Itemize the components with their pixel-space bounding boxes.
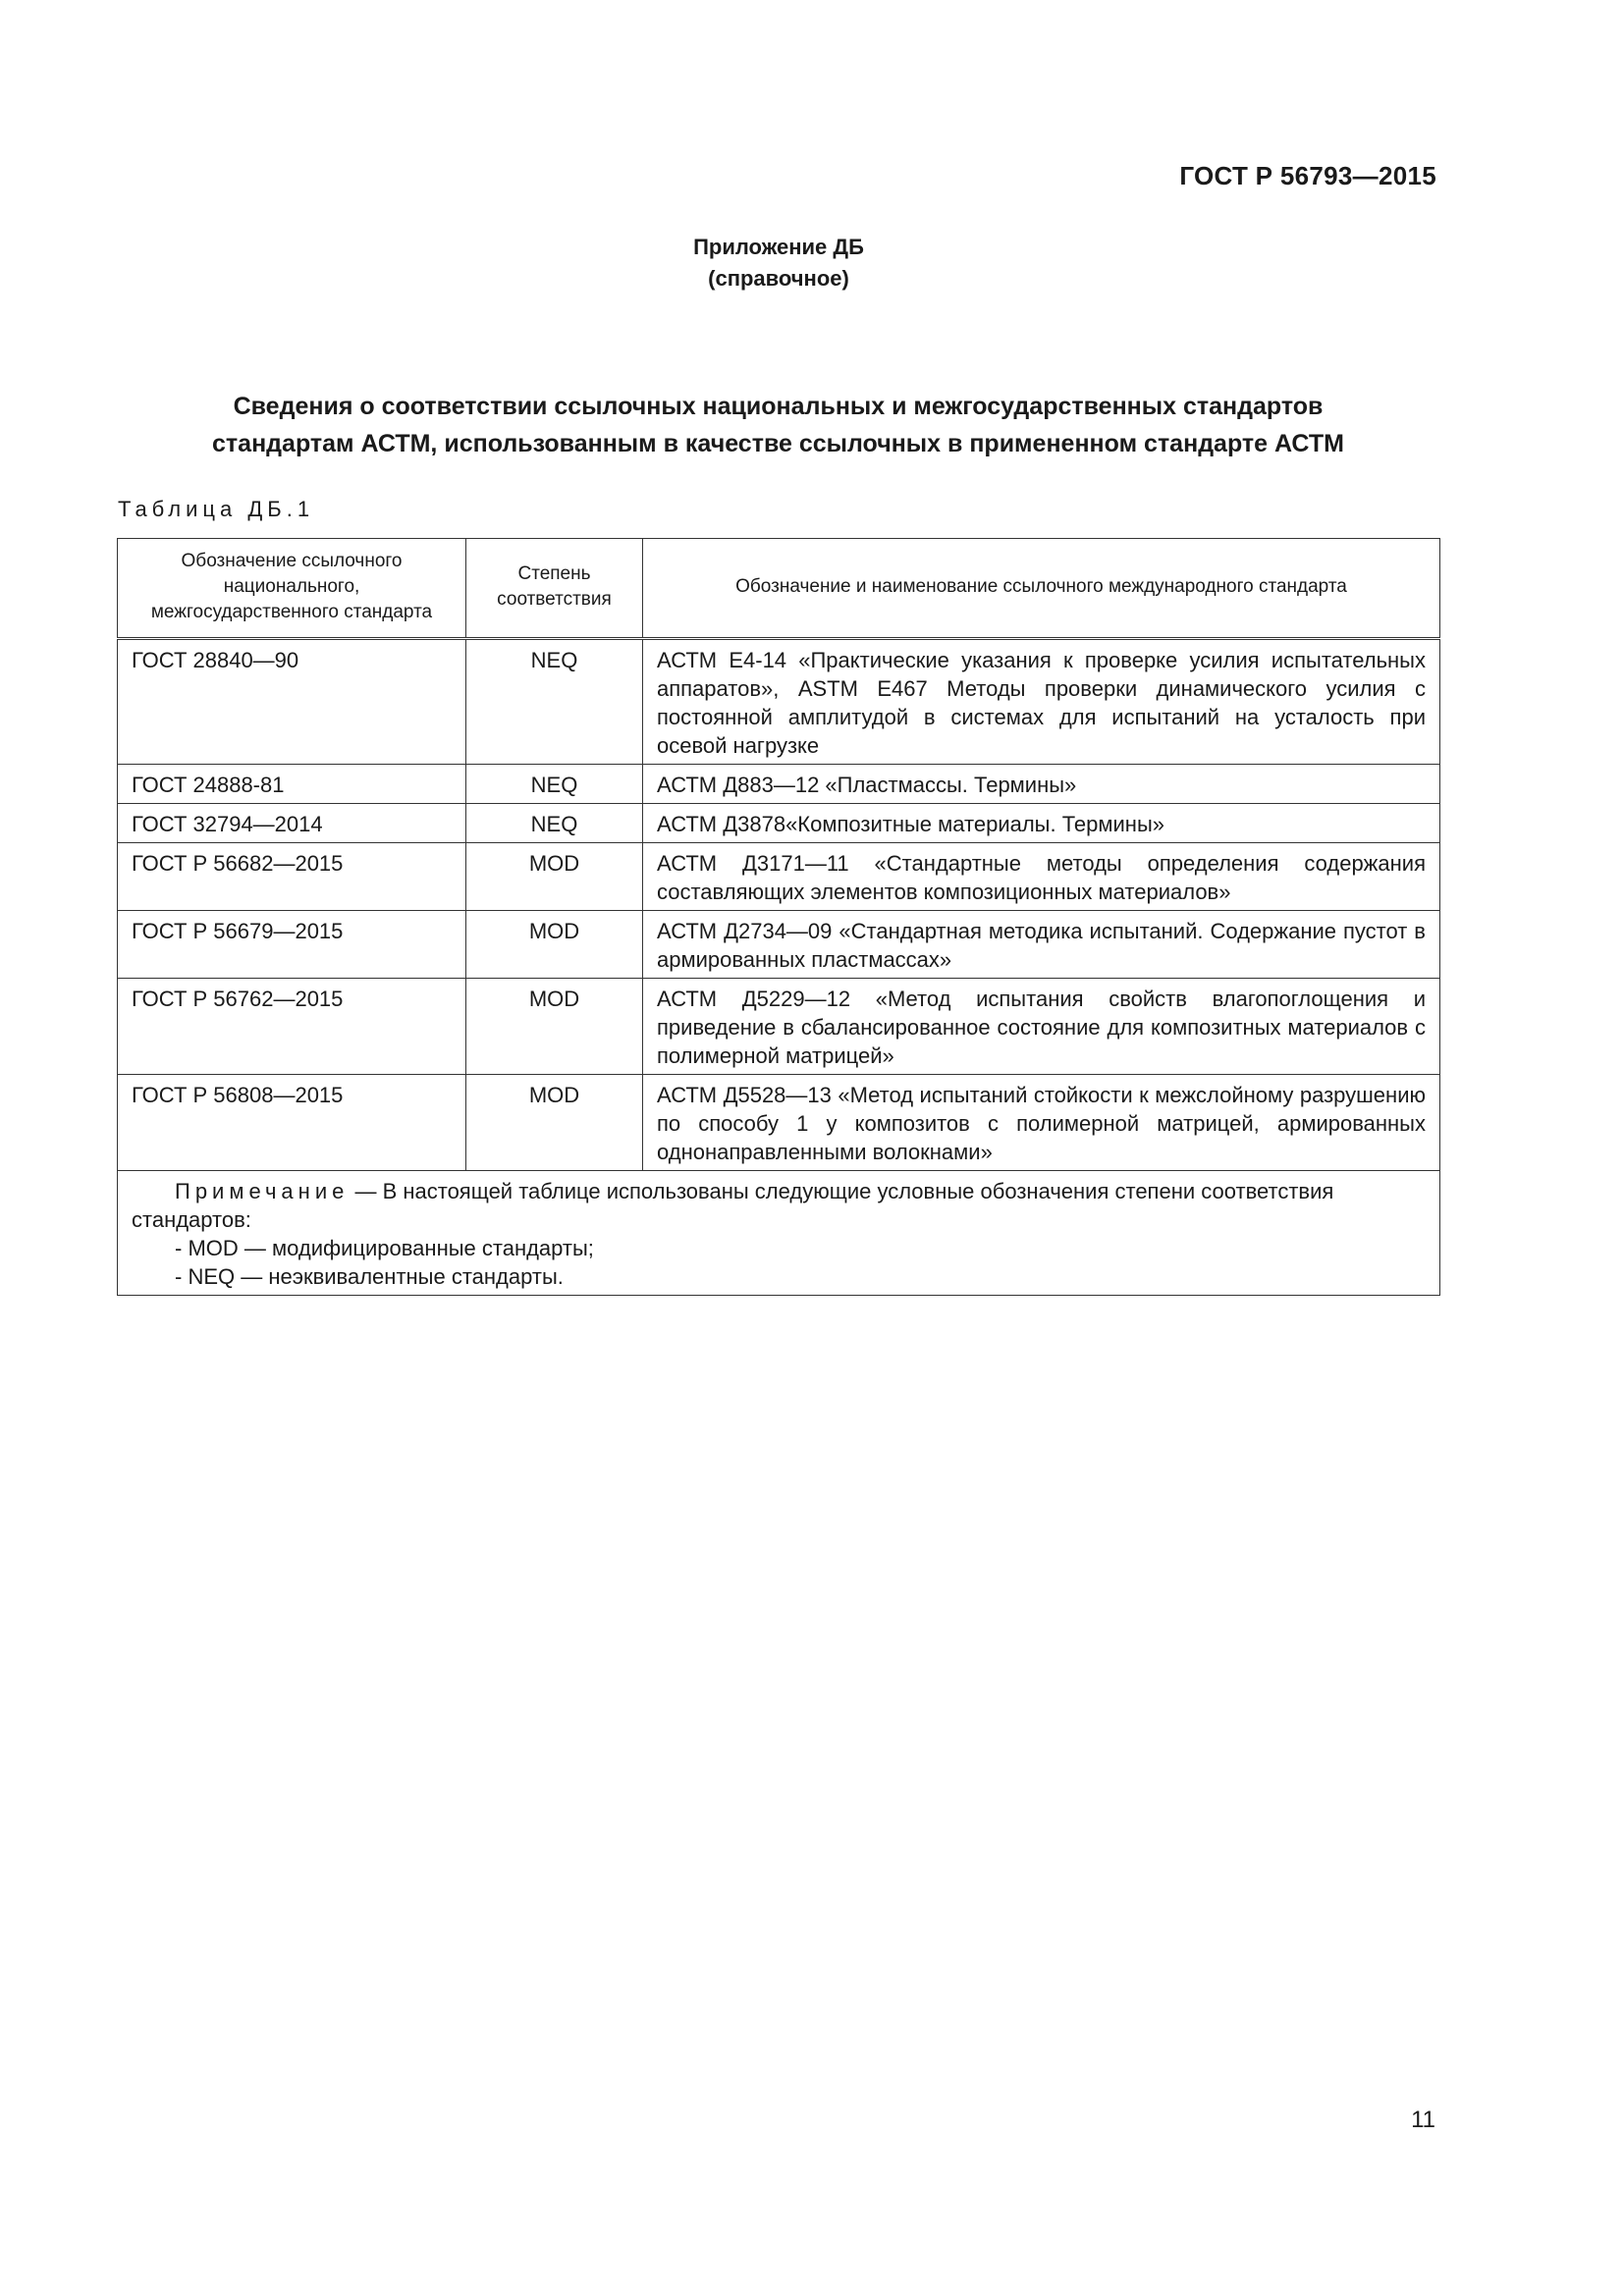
table-row	[118, 765, 1440, 804]
cell-reference: АСТМ Д3878«Композитные материалы. Термины»	[643, 804, 1440, 843]
table-row	[118, 1075, 1440, 1171]
cell-degree: NEQ	[466, 804, 643, 843]
note-item-neq: - NEQ — неэквивалентные стандарты.	[175, 1264, 564, 1289]
table-label: Таблица ДБ.1	[118, 497, 315, 521]
annex-title-line-2: стандартам АСТМ, использованным в качестве ссылочных в примененном стандарте АСТМ	[212, 430, 1344, 457]
cell-degree: MOD	[466, 1075, 643, 1171]
table-row	[118, 979, 1440, 1075]
page-number: 11	[1411, 2107, 1435, 2133]
column-header-standard: Обозначение ссылочного национального, межгосударственного стандарта	[118, 539, 466, 639]
note-paragraph	[132, 1177, 1426, 1234]
cell-reference: АСТМ Д3171—11 «Стандартные методы определения содержания составляющих элементов композиционных материалов»	[643, 843, 1440, 911]
column-header-degree: Степень соответствия	[466, 539, 643, 639]
annex-title	[118, 388, 1438, 462]
annex-name: Приложение ДБ	[693, 235, 864, 259]
annex-title-line-1: Сведения о соответствии ссылочных национальных и межгосударственных стандартов	[233, 393, 1324, 420]
correspondence-table	[117, 538, 1440, 1296]
cell-degree: NEQ	[466, 639, 643, 765]
table-row	[118, 911, 1440, 979]
cell-standard: ГОСТ Р 56682—2015	[118, 843, 466, 911]
cell-standard: ГОСТ 32794—2014	[118, 804, 466, 843]
table-header-row	[118, 539, 1440, 639]
table-note-row	[118, 1171, 1440, 1296]
cell-reference: АСТМ Е4-14 «Практические указания к проверке усилия испытательных аппаратов», ASTM E467 Методы проверки динамического усилия с постоянной амплитудой в системах для испытаний на усталость при осевой нагрузке	[643, 639, 1440, 765]
cell-degree: MOD	[466, 911, 643, 979]
note-item-mod: - MOD — модифицированные стандарты;	[175, 1236, 594, 1260]
cell-standard: ГОСТ Р 56808—2015	[118, 1075, 466, 1171]
cell-degree: MOD	[466, 843, 643, 911]
cell-standard: ГОСТ 24888-81	[118, 765, 466, 804]
cell-reference: АСТМ Д883—12 «Пластмассы. Термины»	[643, 765, 1440, 804]
cell-standard: ГОСТ 28840—90	[118, 639, 466, 765]
table-note	[118, 1171, 1440, 1296]
column-header-reference: Обозначение и наименование ссылочного международного стандарта	[643, 539, 1440, 639]
table-row	[118, 804, 1440, 843]
cell-standard: ГОСТ Р 56679—2015	[118, 911, 466, 979]
annex-heading	[0, 232, 1557, 294]
cell-reference: АСТМ Д2734—09 «Стандартная методика испытаний. Содержание пустот в армированных пластмассах»	[643, 911, 1440, 979]
table-row	[118, 639, 1440, 765]
note-text: — В настоящей таблице использованы следующие условные обозначения степени соответствия стандартов:	[132, 1179, 1334, 1232]
note-heading: Примечание	[175, 1179, 350, 1203]
cell-standard: ГОСТ Р 56762—2015	[118, 979, 466, 1075]
cell-reference: АСТМ Д5229—12 «Метод испытания свойств влагопоглощения и приведение в сбалансированное состояние для композитных материалов с полимерной матрицей»	[643, 979, 1440, 1075]
table-row	[118, 843, 1440, 911]
document-id: ГОСТ Р 56793—2015	[1179, 161, 1436, 190]
cell-degree: NEQ	[466, 765, 643, 804]
cell-degree: MOD	[466, 979, 643, 1075]
annex-status: (справочное)	[708, 266, 849, 291]
cell-reference: АСТМ Д5528—13 «Метод испытаний стойкости к межслойному разрушению по способу 1 у композитов с полимерной матрицей, армированных однонаправленными волокнами»	[643, 1075, 1440, 1171]
